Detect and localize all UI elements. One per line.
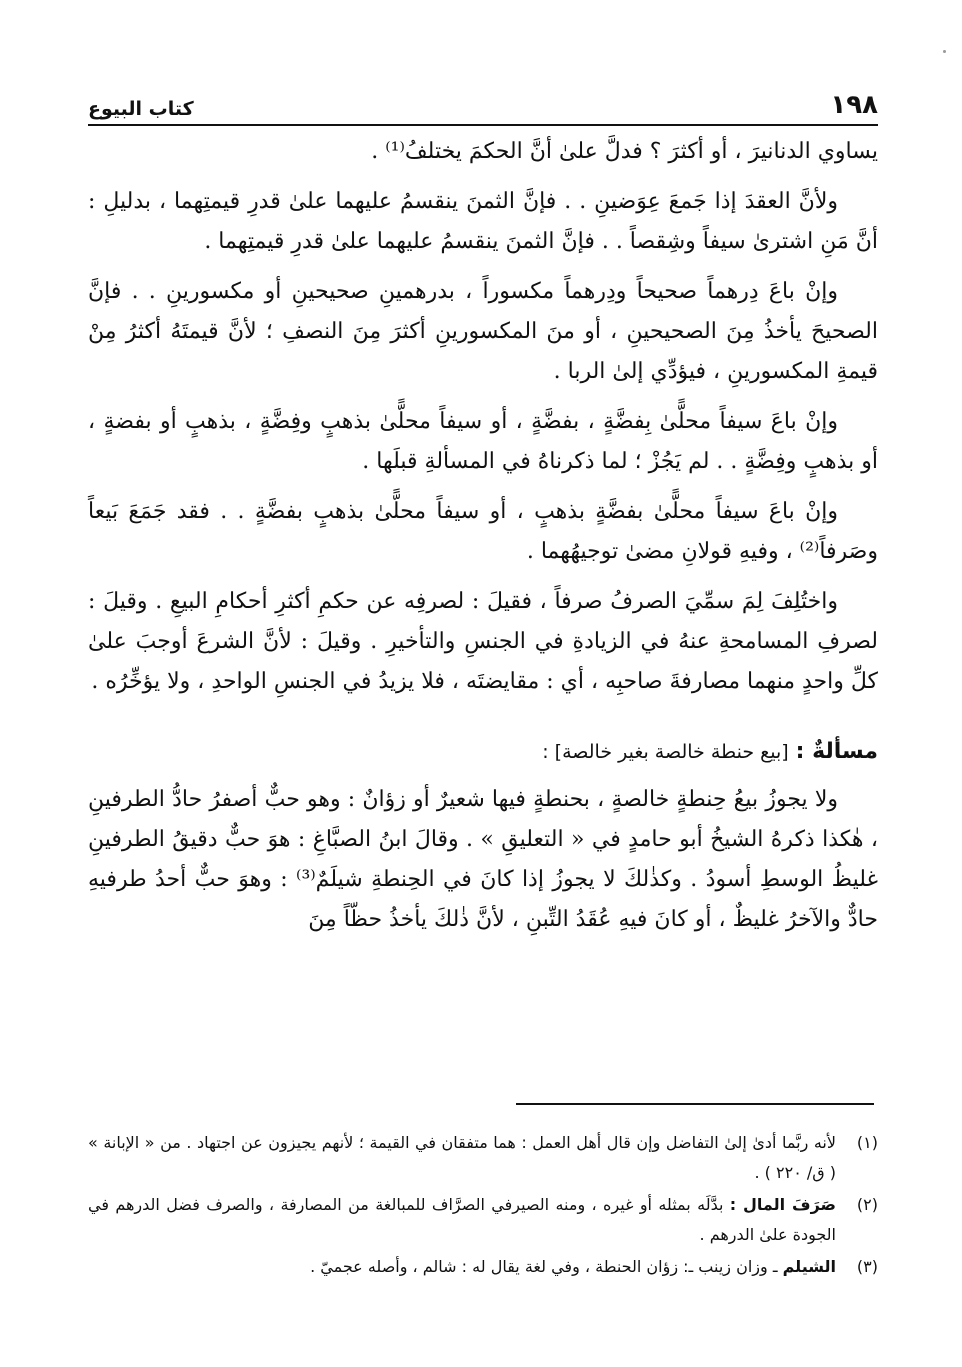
paragraph: وإنْ باعَ سيفاً محلًّىٰ بفضَّةٍ بذهبٍ ، أو سيفاً محلًّىٰ بذهبٍ بفضَّةٍ . . فقد جَمَعَ بَيعاً وصَرفاً⁽²⁾ ، وفيهِ قولانِ مضىٰ توجيهُهما . [88, 499, 878, 564]
section-label: مسألةٌ : [795, 739, 878, 764]
footnote-body: ـ وزان زينب ـ: زؤان الحنطة ، وفي لغة يقال له : شالم ، وأصله عجميّ . [310, 1257, 783, 1276]
footnote-body: بدَّلَه بمثله أو غيره ، ومنه الصيرفي الصرَّاف للمبالغة من المصارفة ، والصرف فضل الدرهم في الجودة علىٰ الدرهم . [88, 1195, 836, 1244]
footnote [88, 1252, 878, 1282]
page-number: ١٩٨ [830, 90, 878, 120]
footnote [88, 1128, 878, 1188]
page-corner-mark [943, 50, 946, 53]
chapter-title: كتاب البيوع [88, 98, 194, 120]
footnote-number: (٢) [856, 1195, 878, 1214]
section-title: [بيع حنطة خالصة بغير خالصة] : [542, 741, 789, 763]
paragraph: ولا يجوزُ بيعُ حِنطةٍ خالصةٍ ، بحنطةٍ فيها شعيرٌ أو زؤانٌ : وهو حبٌّ أصفرُ حادُّ الطرفينِ ، هٰكذا ذكرهُ الشيخُ أبو حامدٍ في « التعليقِ » . وقالَ ابنُ الصبَّاغِ : هوَ حبٌّ دقيقُ الطرفينِ غليظُ الوسطِ أسودُ . وكذٰلكَ لا يجوزُ إذا كانَ في الحِنطةِ شيلَمٌ⁽³⁾ : وهوَ حبٌّ أحدُ طرفيهِ حادٌّ والآخرُ غليظٌ ، أو كانَ فيهِ عُقَدُ التِّبنِ ، لأنَّ ذٰلكَ يأخذُ حظّاً مِنَ [88, 787, 878, 932]
footnote-number: (١) [856, 1133, 878, 1152]
footnote-number: (٣) [856, 1257, 878, 1276]
footnote-separator [516, 1103, 874, 1105]
section-heading [88, 732, 878, 772]
footnote-term: صَرَفَ المال : [729, 1195, 836, 1214]
footnote-term: الشيلم [782, 1257, 836, 1276]
footnote-text [88, 1128, 836, 1188]
paragraph: يساوي الدنانيرَ ، أو أكثرَ ؟ فدلَّ علىٰ أنَّ الحكمَ يختلفُ⁽¹⁾ . [371, 139, 878, 164]
footnote-text [88, 1252, 836, 1282]
page-header [88, 84, 878, 126]
paragraph: ولأنَّ العقدَ إذا جَمعَ عِوَضينِ . . فإنَّ الثمنَ ينقسمُ عليهما علىٰ قدرِ قيمتِهما ، بدليلِ : أنَّ مَنِ اشترىٰ سيفاً وشِقصاً . . فإنَّ الثمنَ ينقسمُ عليهما علىٰ قدرِ قيمتِهما . [88, 189, 878, 254]
book-page [88, 84, 878, 950]
footnote [88, 1190, 878, 1250]
paragraph: وإنْ باعَ سيفاً محلًّىٰ بِفضَّةٍ ، بفضَّةٍ ، أو سيفاً محلًّىٰ بذهبٍ وفِضَّةٍ ، بذهبٍ أو بفضةٍ ، أو بذهبٍ وفِضَّةٍ . . لم يَجُزْ ؛ لما ذكرناهُ في المسألةِ قبلَها . [88, 409, 878, 474]
paragraph: وإنْ باعَ دِرهماً صحيحاً ودِرهماً مكسوراً ، بدرهمينِ صحيحينِ أو مكسورينِ . . فإنَّ الصحيحَ يأخذُ مِنَ الصحيحينِ ، أو منَ المكسورينِ أكثرَ مِنَ النصفِ ؛ لأنَّ قيمتَهُ أكثرُ مِنْ قيمةِ المكسورينِ ، فيؤدِّي إلىٰ الربا . [88, 279, 878, 384]
footnotes [88, 1128, 878, 1284]
paragraph: واختُلِفَ لِمَ سمِّيَ الصرفُ صرفاً ، فقيلَ : لصرفِه عن حكمِ أكثرِ أحكامِ البيعِ . وقيلَ : لصرفِ المسامحةِ عنهُ في الزيادةِ في الجنسِ والتأخيرِ . وقيلَ : لأنَّ الشرعَ أوجبَ علىٰ كلِّ واحدٍ منهما مصارفةَ صاحبِه ، أي : مقايضتَه ، فلا يزيدُ في الجنسِ الواحدِ ، ولا يؤخِّرُه . [88, 589, 878, 694]
footnote-body: لأنه ربَّما أدىٰ إلىٰ التفاضل وإن قال أهل العمل : هما متفقان في القيمة ؛ لأنهم يجيزون عن اجتهاد . من « الإبانة » ( ق/ ٢٢٠ ) . [88, 1133, 836, 1182]
footnote-text [88, 1190, 836, 1250]
main-text [88, 132, 878, 940]
